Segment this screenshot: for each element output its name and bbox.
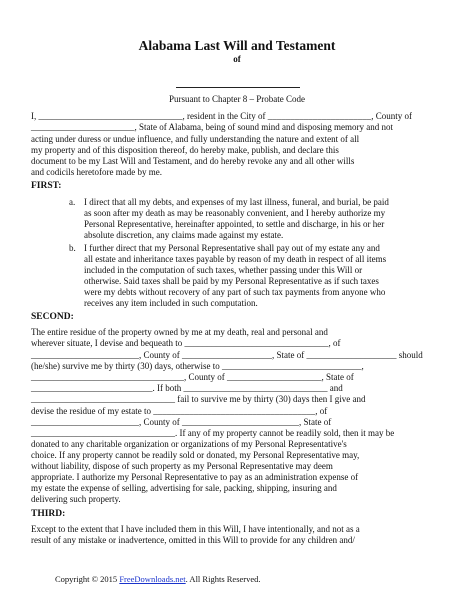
item-b-line: were my debts without recovery of any part of such tax payments from anyone who xyxy=(84,287,386,297)
second-heading: SECOND: xyxy=(31,312,74,322)
copyright-footer xyxy=(55,574,261,585)
third-heading: THIRD: xyxy=(31,509,66,519)
item-b-line: receives any item included in such computation. xyxy=(84,298,258,308)
intro-line: document to be my Last Will and Testament, and do hereby revoke any and all other wills xyxy=(31,156,355,166)
second-line: devise the residue of my estate to ____________________________________, of xyxy=(31,406,328,416)
item-a-line: as soon after my death as may be reasonably convenient, and I hereby authorize my xyxy=(84,208,386,218)
pursuant-line: Pursuant to Chapter 8 – Probate Code xyxy=(169,94,305,104)
second-line: __________________________________, County of _____________________, State of xyxy=(31,372,354,382)
second-line: ________________________________. If any of my property cannot be readily sold, then it may be xyxy=(31,428,395,438)
second-line: ________________________________ fail to survive me by thirty (30) days then I give and xyxy=(31,394,366,404)
testator-name-line[interactable] xyxy=(176,87,300,88)
document-title: Alabama Last Will and Testament xyxy=(138,38,336,53)
second-line: choice. If any property cannot be readily sold or donated, my Personal Representative may, xyxy=(31,450,360,460)
second-line: wherever situate, I devise and bequeath to ________________________________, of xyxy=(31,338,341,348)
item-b-line: included in the computation of such taxes, whether passing under this Will or xyxy=(84,265,363,275)
item-b-label: b. xyxy=(69,243,76,253)
second-line: donated to any charitable organization or organizations of my Personal Representative's xyxy=(31,439,347,449)
intro-line: I, ________________________________, resident in the City of _______________________, County of xyxy=(31,111,412,121)
item-a-line: I direct that all my debts, and expenses of my last illness, funeral, and burial, be paid xyxy=(84,197,389,207)
second-line: appropriate. I authorize my Personal Representative to pay as an administration expense of xyxy=(31,472,359,482)
copyright-prefix: Copyright © 2015 xyxy=(55,574,120,584)
second-line: The entire residue of the property owned by me at my death, real and personal and xyxy=(31,327,328,337)
freedownloads-link[interactable]: FreeDownloads.net xyxy=(119,574,186,584)
of-label: of xyxy=(233,54,241,64)
item-b-line: otherwise. Said taxes shall be paid by my Personal Representative as if such taxes xyxy=(84,276,379,286)
item-a-label: a. xyxy=(69,197,76,207)
item-b-line: all estate and inheritance taxes payable by reason of my death in respect of all items xyxy=(84,254,387,264)
third-line: Except to the extent that I have included them in this Will, I have intentionally, and not as a xyxy=(31,524,360,534)
second-line: (he/she) survive me by thirty (30) days, otherwise to _______________________________, xyxy=(31,361,364,371)
intro-line: and codicils heretofore made by me. xyxy=(31,167,162,177)
second-line: ___________________________. If both ________________________________ and xyxy=(31,383,343,393)
second-line: without liability, dispose of such property as my Personal Representative may deem xyxy=(31,461,333,471)
item-a-line: Personal Representative, hereinafter appointed, to settle and discharge, in his or her xyxy=(84,219,385,229)
item-b-line: I further direct that my Personal Representative shall pay out of my estate any and xyxy=(84,243,380,253)
second-line: ________________________, County of ____________________, State of ____________________ should xyxy=(31,350,423,360)
item-a-line: absolute discretion, any claims made against my estate. xyxy=(84,230,284,240)
intro-line: _______________________, State of Alabama, being of sound mind and disposing memory and not xyxy=(31,122,393,132)
second-line: ________________________, County of __________________________, State of xyxy=(31,417,332,427)
intro-line: acting under duress or undue influence, and fully understanding the nature and extent of all xyxy=(31,134,360,144)
second-line: delivering such property. xyxy=(31,494,121,504)
first-heading: FIRST: xyxy=(31,181,62,191)
third-line: result of any mistake or inadvertence, omitted in this Will to provide for any children and/ xyxy=(31,535,355,545)
copyright-suffix: . All Rights Reserved. xyxy=(185,574,261,584)
second-line: my estate the expense of selling, advertising for sale, packing, shipping, insuring and xyxy=(31,483,337,493)
intro-line: my property and of this disposition thereof, do hereby make, publish, and declare this xyxy=(31,145,339,155)
